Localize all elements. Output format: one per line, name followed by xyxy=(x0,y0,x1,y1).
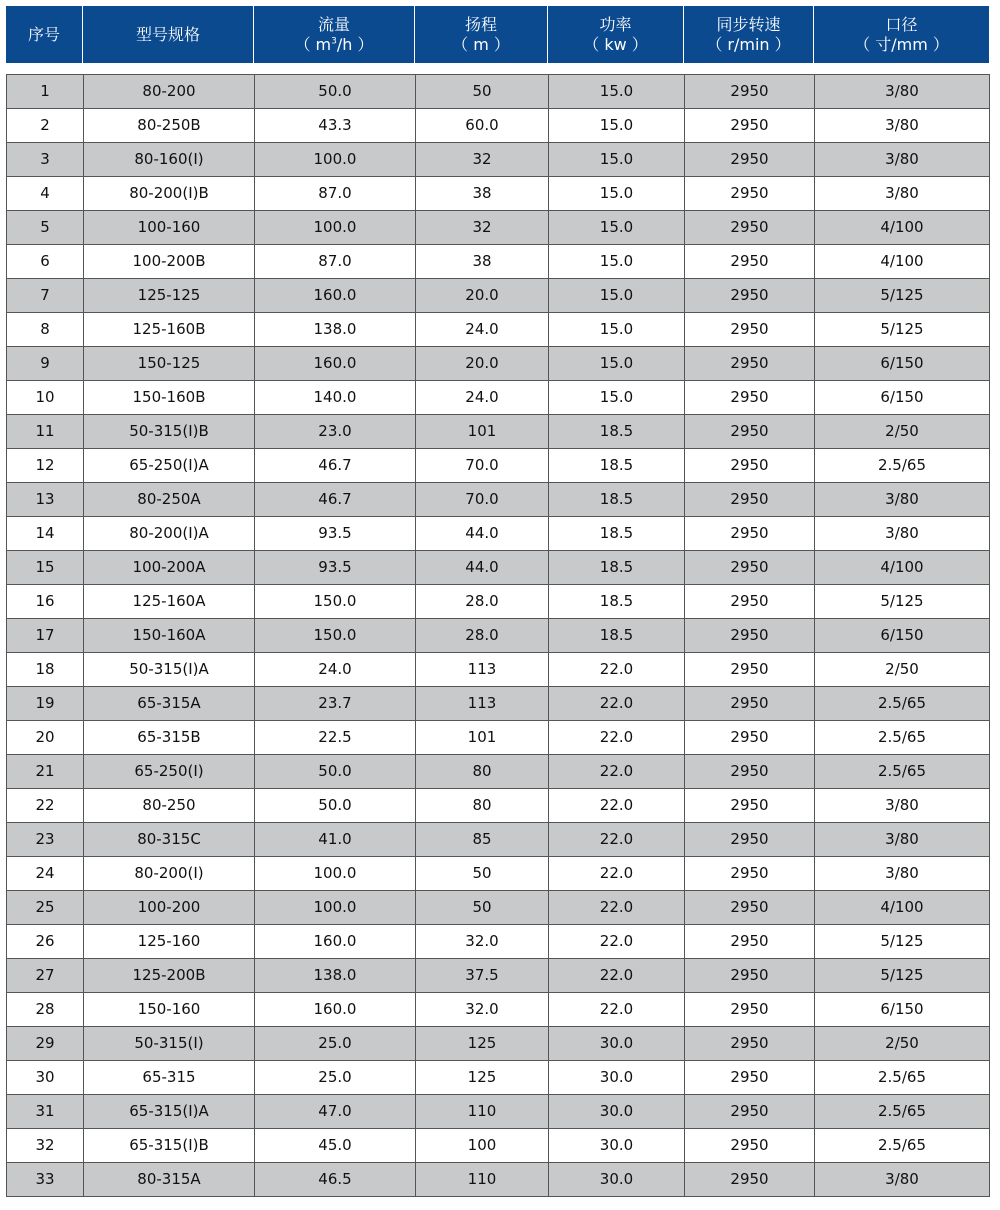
cell-model: 50-315(I)B xyxy=(84,415,255,448)
cell-flow: 100.0 xyxy=(255,211,416,244)
cell-speed: 2950 xyxy=(685,517,815,550)
cell-caliber: 3/80 xyxy=(815,483,990,516)
cell-power: 22.0 xyxy=(549,721,685,754)
cell-model: 100-200 xyxy=(84,891,255,924)
cell-caliber: 2.5/65 xyxy=(815,1061,990,1094)
cell-power: 15.0 xyxy=(549,177,685,210)
cell-head: 50 xyxy=(416,891,549,924)
cell-head: 37.5 xyxy=(416,959,549,992)
cell-power: 15.0 xyxy=(549,211,685,244)
cell-caliber: 2.5/65 xyxy=(815,449,990,482)
cell-speed: 2950 xyxy=(685,789,815,822)
cell-head: 100 xyxy=(416,1129,549,1162)
cell-index: 10 xyxy=(7,381,84,414)
cell-power: 18.5 xyxy=(549,415,685,448)
cell-model: 150-160A xyxy=(84,619,255,652)
cell-head: 24.0 xyxy=(416,381,549,414)
cell-power: 30.0 xyxy=(549,1095,685,1128)
cell-power: 15.0 xyxy=(549,109,685,142)
cell-index: 29 xyxy=(7,1027,84,1060)
cell-index: 1 xyxy=(7,75,84,108)
table-row xyxy=(7,1027,990,1061)
table-row xyxy=(7,313,990,347)
table-row xyxy=(7,517,990,551)
cell-speed: 2950 xyxy=(685,653,815,686)
cell-head: 113 xyxy=(416,687,549,720)
header-label: 序号 xyxy=(27,24,60,44)
cell-model: 100-200B xyxy=(84,245,255,278)
table-row xyxy=(7,653,990,687)
table-row xyxy=(7,381,990,415)
cell-power: 22.0 xyxy=(549,959,685,992)
cell-flow: 93.5 xyxy=(255,551,416,584)
cell-head: 24.0 xyxy=(416,313,549,346)
table-row xyxy=(7,959,990,993)
cell-flow: 23.0 xyxy=(255,415,416,448)
cell-power: 15.0 xyxy=(549,313,685,346)
header-label: 流量 xyxy=(317,14,350,34)
header-speed xyxy=(684,6,814,63)
cell-caliber: 3/80 xyxy=(815,75,990,108)
cell-flow: 50.0 xyxy=(255,75,416,108)
cell-model: 80-160(I) xyxy=(84,143,255,176)
header-unit-post: /h ） xyxy=(336,34,374,54)
header-label: 功率 xyxy=(599,14,632,34)
cell-index: 3 xyxy=(7,143,84,176)
header-unit: （ m ） xyxy=(452,34,510,54)
header-model xyxy=(83,6,254,63)
table-row xyxy=(7,925,990,959)
cell-caliber: 5/125 xyxy=(815,959,990,992)
cell-caliber: 2.5/65 xyxy=(815,1095,990,1128)
cell-power: 22.0 xyxy=(549,687,685,720)
cell-power: 15.0 xyxy=(549,75,685,108)
table-row xyxy=(7,789,990,823)
cell-model: 65-315(I)B xyxy=(84,1129,255,1162)
cell-speed: 2950 xyxy=(685,1061,815,1094)
cell-flow: 100.0 xyxy=(255,891,416,924)
cell-model: 80-200(I)B xyxy=(84,177,255,210)
cell-index: 22 xyxy=(7,789,84,822)
cell-flow: 138.0 xyxy=(255,959,416,992)
cell-caliber: 5/125 xyxy=(815,585,990,618)
table-row xyxy=(7,823,990,857)
cell-head: 80 xyxy=(416,789,549,822)
header-unit-pre: （ m xyxy=(294,34,332,54)
cell-flow: 160.0 xyxy=(255,279,416,312)
cell-caliber: 6/150 xyxy=(815,381,990,414)
cell-model: 125-160 xyxy=(84,925,255,958)
cell-speed: 2950 xyxy=(685,755,815,788)
cell-model: 50-315(I)A xyxy=(84,653,255,686)
header-power xyxy=(548,6,684,63)
table-row xyxy=(7,449,990,483)
table-row xyxy=(7,721,990,755)
cell-speed: 2950 xyxy=(685,109,815,142)
cell-flow: 41.0 xyxy=(255,823,416,856)
cell-head: 70.0 xyxy=(416,449,549,482)
cell-flow: 100.0 xyxy=(255,857,416,890)
header-unit: （ 寸/mm ） xyxy=(854,34,949,54)
cell-index: 8 xyxy=(7,313,84,346)
table-row xyxy=(7,1163,990,1197)
cell-index: 33 xyxy=(7,1163,84,1196)
cell-head: 125 xyxy=(416,1061,549,1094)
cell-speed: 2950 xyxy=(685,551,815,584)
cell-flow: 43.3 xyxy=(255,109,416,142)
cell-speed: 2950 xyxy=(685,245,815,278)
cell-flow: 47.0 xyxy=(255,1095,416,1128)
cell-model: 80-250 xyxy=(84,789,255,822)
cell-model: 65-250(I)A xyxy=(84,449,255,482)
header-unit: （ kw ） xyxy=(583,34,648,54)
cell-model: 100-160 xyxy=(84,211,255,244)
header-unit xyxy=(294,35,373,55)
cell-head: 60.0 xyxy=(416,109,549,142)
cell-power: 22.0 xyxy=(549,857,685,890)
cell-flow: 160.0 xyxy=(255,993,416,1026)
cell-model: 125-160A xyxy=(84,585,255,618)
cell-model: 65-250(I) xyxy=(84,755,255,788)
cell-head: 110 xyxy=(416,1095,549,1128)
cell-head: 50 xyxy=(416,857,549,890)
cell-speed: 2950 xyxy=(685,211,815,244)
cell-power: 15.0 xyxy=(549,143,685,176)
cell-power: 18.5 xyxy=(549,449,685,482)
cell-power: 30.0 xyxy=(549,1129,685,1162)
cell-power: 30.0 xyxy=(549,1061,685,1094)
cell-flow: 150.0 xyxy=(255,585,416,618)
cell-model: 125-160B xyxy=(84,313,255,346)
cell-caliber: 6/150 xyxy=(815,993,990,1026)
cell-speed: 2950 xyxy=(685,823,815,856)
cell-head: 38 xyxy=(416,177,549,210)
cell-power: 22.0 xyxy=(549,891,685,924)
cell-index: 24 xyxy=(7,857,84,890)
cell-flow: 23.7 xyxy=(255,687,416,720)
cell-flow: 150.0 xyxy=(255,619,416,652)
cell-caliber: 4/100 xyxy=(815,551,990,584)
cell-speed: 2950 xyxy=(685,1095,815,1128)
cell-index: 12 xyxy=(7,449,84,482)
table-row xyxy=(7,755,990,789)
cell-head: 80 xyxy=(416,755,549,788)
cell-speed: 2950 xyxy=(685,143,815,176)
cell-model: 125-200B xyxy=(84,959,255,992)
cell-index: 13 xyxy=(7,483,84,516)
table-row xyxy=(7,585,990,619)
table-row xyxy=(7,891,990,925)
cell-head: 44.0 xyxy=(416,551,549,584)
cell-speed: 2950 xyxy=(685,721,815,754)
cell-model: 100-200A xyxy=(84,551,255,584)
cell-speed: 2950 xyxy=(685,483,815,516)
cell-flow: 100.0 xyxy=(255,143,416,176)
cell-speed: 2950 xyxy=(685,279,815,312)
cell-caliber: 5/125 xyxy=(815,925,990,958)
table-row xyxy=(7,857,990,891)
cell-model: 125-125 xyxy=(84,279,255,312)
cell-speed: 2950 xyxy=(685,959,815,992)
cell-head: 125 xyxy=(416,1027,549,1060)
cell-speed: 2950 xyxy=(685,177,815,210)
cell-speed: 2950 xyxy=(685,75,815,108)
cell-index: 16 xyxy=(7,585,84,618)
cell-speed: 2950 xyxy=(685,993,815,1026)
cell-speed: 2950 xyxy=(685,585,815,618)
cell-caliber: 3/80 xyxy=(815,143,990,176)
cell-speed: 2950 xyxy=(685,1163,815,1196)
cell-model: 65-315(I)A xyxy=(84,1095,255,1128)
header-head xyxy=(415,6,548,63)
cell-caliber: 3/80 xyxy=(815,857,990,890)
cell-flow: 22.5 xyxy=(255,721,416,754)
table-row xyxy=(7,687,990,721)
cell-caliber: 3/80 xyxy=(815,177,990,210)
cell-flow: 138.0 xyxy=(255,313,416,346)
cell-speed: 2950 xyxy=(685,449,815,482)
cell-model: 80-250B xyxy=(84,109,255,142)
cell-flow: 46.7 xyxy=(255,483,416,516)
cell-caliber: 2.5/65 xyxy=(815,755,990,788)
cell-head: 32.0 xyxy=(416,993,549,1026)
cell-index: 6 xyxy=(7,245,84,278)
cell-model: 80-315A xyxy=(84,1163,255,1196)
cell-model: 150-160 xyxy=(84,993,255,1026)
cell-power: 22.0 xyxy=(549,993,685,1026)
cell-caliber: 3/80 xyxy=(815,1163,990,1196)
header-index xyxy=(6,6,83,63)
cell-model: 65-315B xyxy=(84,721,255,754)
cell-flow: 50.0 xyxy=(255,755,416,788)
cell-head: 20.0 xyxy=(416,279,549,312)
cell-power: 22.0 xyxy=(549,789,685,822)
table-row xyxy=(7,279,990,313)
cell-caliber: 3/80 xyxy=(815,517,990,550)
cell-head: 101 xyxy=(416,721,549,754)
cell-caliber: 4/100 xyxy=(815,245,990,278)
cell-index: 14 xyxy=(7,517,84,550)
table-row xyxy=(7,483,990,517)
cell-model: 80-200 xyxy=(84,75,255,108)
table-row xyxy=(7,177,990,211)
cell-head: 44.0 xyxy=(416,517,549,550)
table-row xyxy=(7,245,990,279)
cell-caliber: 2/50 xyxy=(815,653,990,686)
cell-head: 38 xyxy=(416,245,549,278)
cell-power: 30.0 xyxy=(549,1027,685,1060)
cell-power: 22.0 xyxy=(549,653,685,686)
cell-caliber: 3/80 xyxy=(815,823,990,856)
cell-model: 65-315A xyxy=(84,687,255,720)
cell-model: 65-315 xyxy=(84,1061,255,1094)
cell-flow: 46.7 xyxy=(255,449,416,482)
cell-speed: 2950 xyxy=(685,619,815,652)
cell-speed: 2950 xyxy=(685,1027,815,1060)
cell-power: 18.5 xyxy=(549,619,685,652)
cell-index: 4 xyxy=(7,177,84,210)
table-row xyxy=(7,1129,990,1163)
table-row xyxy=(7,75,990,109)
cell-power: 22.0 xyxy=(549,755,685,788)
table-row xyxy=(7,211,990,245)
cell-caliber: 3/80 xyxy=(815,789,990,822)
cell-head: 20.0 xyxy=(416,347,549,380)
cell-caliber: 2/50 xyxy=(815,1027,990,1060)
cell-head: 85 xyxy=(416,823,549,856)
cell-power: 22.0 xyxy=(549,925,685,958)
cell-head: 101 xyxy=(416,415,549,448)
cell-caliber: 4/100 xyxy=(815,891,990,924)
cell-power: 30.0 xyxy=(549,1163,685,1196)
cell-flow: 50.0 xyxy=(255,789,416,822)
cell-index: 26 xyxy=(7,925,84,958)
cell-model: 50-315(I) xyxy=(84,1027,255,1060)
cell-index: 20 xyxy=(7,721,84,754)
header-caliber xyxy=(814,6,989,63)
header-label: 扬程 xyxy=(464,14,497,34)
header-label: 同步转速 xyxy=(716,14,781,34)
header-label: 型号规格 xyxy=(135,24,200,44)
header-unit: （ r/min ） xyxy=(706,34,791,54)
cell-caliber: 6/150 xyxy=(815,347,990,380)
cell-index: 17 xyxy=(7,619,84,652)
cell-flow: 24.0 xyxy=(255,653,416,686)
cell-index: 9 xyxy=(7,347,84,380)
cell-index: 5 xyxy=(7,211,84,244)
cell-speed: 2950 xyxy=(685,925,815,958)
cell-head: 32 xyxy=(416,211,549,244)
cell-caliber: 4/100 xyxy=(815,211,990,244)
cell-index: 28 xyxy=(7,993,84,1026)
cell-model: 80-250A xyxy=(84,483,255,516)
cell-flow: 160.0 xyxy=(255,347,416,380)
cell-power: 18.5 xyxy=(549,517,685,550)
cell-model: 150-125 xyxy=(84,347,255,380)
cell-power: 15.0 xyxy=(549,245,685,278)
cell-index: 30 xyxy=(7,1061,84,1094)
cell-speed: 2950 xyxy=(685,891,815,924)
cell-flow: 87.0 xyxy=(255,177,416,210)
cell-index: 31 xyxy=(7,1095,84,1128)
cell-power: 18.5 xyxy=(549,551,685,584)
cell-caliber: 2.5/65 xyxy=(815,721,990,754)
cell-index: 7 xyxy=(7,279,84,312)
cell-head: 28.0 xyxy=(416,585,549,618)
header-label: 口径 xyxy=(885,14,918,34)
spec-table xyxy=(6,74,990,1197)
cell-flow: 140.0 xyxy=(255,381,416,414)
header-unit-sup: 3 xyxy=(331,36,337,47)
table-header xyxy=(6,6,989,63)
cell-power: 15.0 xyxy=(549,381,685,414)
cell-model: 80-200(I)A xyxy=(84,517,255,550)
cell-caliber: 5/125 xyxy=(815,279,990,312)
cell-speed: 2950 xyxy=(685,381,815,414)
cell-index: 23 xyxy=(7,823,84,856)
cell-speed: 2950 xyxy=(685,1129,815,1162)
table-row xyxy=(7,415,990,449)
cell-power: 15.0 xyxy=(549,279,685,312)
cell-flow: 45.0 xyxy=(255,1129,416,1162)
table-row xyxy=(7,1061,990,1095)
cell-head: 110 xyxy=(416,1163,549,1196)
cell-speed: 2950 xyxy=(685,347,815,380)
cell-power: 15.0 xyxy=(549,347,685,380)
cell-flow: 25.0 xyxy=(255,1061,416,1094)
cell-speed: 2950 xyxy=(685,313,815,346)
table-row xyxy=(7,993,990,1027)
cell-index: 2 xyxy=(7,109,84,142)
table-row xyxy=(7,551,990,585)
cell-head: 50 xyxy=(416,75,549,108)
cell-power: 18.5 xyxy=(549,483,685,516)
cell-power: 22.0 xyxy=(549,823,685,856)
cell-head: 32.0 xyxy=(416,925,549,958)
cell-index: 19 xyxy=(7,687,84,720)
cell-index: 21 xyxy=(7,755,84,788)
cell-speed: 2950 xyxy=(685,857,815,890)
table-row xyxy=(7,143,990,177)
cell-caliber: 3/80 xyxy=(815,109,990,142)
cell-speed: 2950 xyxy=(685,687,815,720)
header-flow xyxy=(254,6,415,63)
table-row xyxy=(7,109,990,143)
table-row xyxy=(7,1095,990,1129)
cell-index: 25 xyxy=(7,891,84,924)
cell-caliber: 2.5/65 xyxy=(815,687,990,720)
cell-speed: 2950 xyxy=(685,415,815,448)
cell-index: 27 xyxy=(7,959,84,992)
cell-head: 113 xyxy=(416,653,549,686)
cell-flow: 87.0 xyxy=(255,245,416,278)
cell-head: 32 xyxy=(416,143,549,176)
cell-flow: 46.5 xyxy=(255,1163,416,1196)
cell-flow: 93.5 xyxy=(255,517,416,550)
cell-index: 32 xyxy=(7,1129,84,1162)
cell-index: 15 xyxy=(7,551,84,584)
cell-index: 18 xyxy=(7,653,84,686)
cell-caliber: 2/50 xyxy=(815,415,990,448)
cell-head: 28.0 xyxy=(416,619,549,652)
cell-caliber: 6/150 xyxy=(815,619,990,652)
cell-index: 11 xyxy=(7,415,84,448)
cell-caliber: 2.5/65 xyxy=(815,1129,990,1162)
cell-flow: 160.0 xyxy=(255,925,416,958)
cell-model: 80-200(I) xyxy=(84,857,255,890)
cell-model: 150-160B xyxy=(84,381,255,414)
cell-power: 18.5 xyxy=(549,585,685,618)
cell-model: 80-315C xyxy=(84,823,255,856)
table-row xyxy=(7,619,990,653)
cell-head: 70.0 xyxy=(416,483,549,516)
cell-flow: 25.0 xyxy=(255,1027,416,1060)
table-row xyxy=(7,347,990,381)
cell-caliber: 5/125 xyxy=(815,313,990,346)
